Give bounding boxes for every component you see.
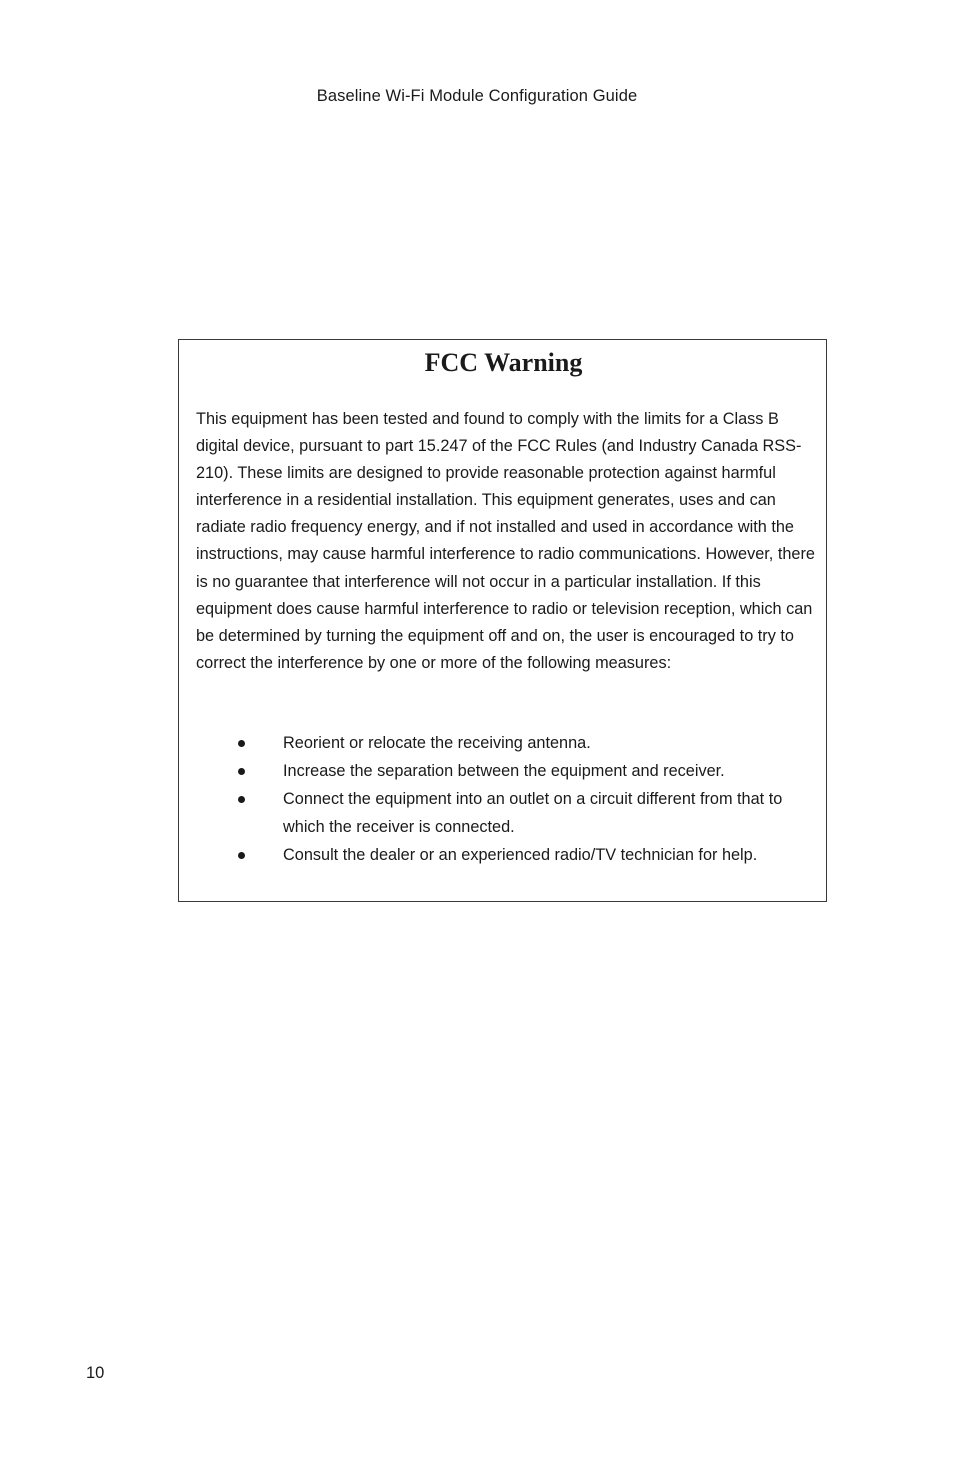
warning-title: FCC Warning [424,348,583,377]
list-item [196,757,816,785]
bullet-icon [238,852,245,859]
running-header: Baseline Wi-Fi Module Configuration Guide [316,87,638,105]
list-item [196,841,816,869]
bullet-icon [238,740,245,747]
bullet-icon [238,796,245,803]
list-item [196,785,816,841]
bullet-icon [238,768,245,775]
measure-text: Consult the dealer or an experienced radio/TV technician for help. [283,846,758,864]
measure-text: Connect the equipment into an outlet on a circuit different from that to which the receiver is connected. [283,790,783,836]
measure-text: Increase the separation between the equipment and receiver. [283,762,725,780]
list-item [196,729,816,757]
measure-text: Reorient or relocate the receiving antenna. [283,734,591,752]
measures-list [196,729,816,869]
page-number: 10 [86,1364,105,1382]
warning-body: This equipment has been tested and found to comply with the limits for a Class B digital device, pursuant to part 15.247 of the FCC Rules (and Industry Canada RSS-210). These limits are designed to provide reasonable protection against harmful interference in a residential installation. This equipment generates, uses and can radiate radio frequency energy, and if not installed and used in accordance with the instructions, may cause harmful interference to radio communications. However, there is no guarantee that interference will not occur in a particular installation. If this equipment does cause harmful interference to radio or television reception, which can be determined by turning the equipment off and on, the user is encouraged to try to correct the interference by one or more of the following measures: [196,410,815,672]
